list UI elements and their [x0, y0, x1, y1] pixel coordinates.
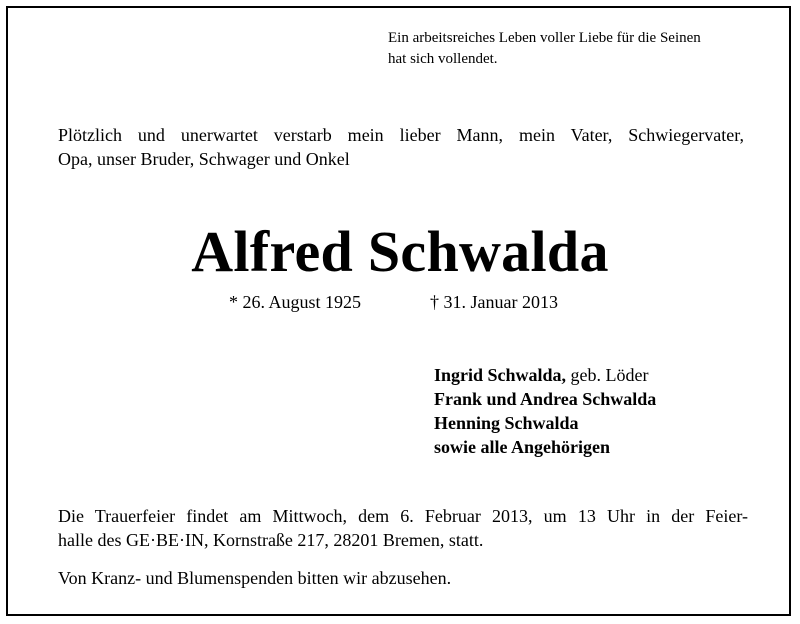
birth-date: * 26. August 1925	[229, 292, 362, 312]
intro-line-1: Plötzlich und unerwartet verstarb mein lieber Mann, mein Vater, Schwiegervater,	[58, 125, 744, 145]
funeral-line-2: halle des GE·BE·IN, Kornstraße 217, 28201 Bremen, statt.	[58, 530, 484, 550]
mourner-line-4: sowie alle Angehörigen	[434, 437, 610, 457]
intro-line-2: Opa, unser Bruder, Schwager und Onkel	[58, 149, 350, 169]
mourner-maiden-name: geb. Löder	[566, 365, 649, 385]
deceased-name: Alfred Schwalda	[191, 219, 609, 284]
intro-text	[58, 123, 744, 171]
mourners-list	[434, 363, 656, 459]
motto	[388, 28, 768, 70]
mourner-line-1	[434, 363, 656, 387]
mourner-name: Ingrid Schwalda,	[434, 365, 567, 385]
motto-line-1: Ein arbeitsreiches Leben voller Liebe für die Seinen	[388, 30, 701, 46]
mourner-line-3: Henning Schwalda	[434, 413, 579, 433]
motto-line-2: hat sich vollendet.	[388, 51, 498, 67]
flowers-note: Von Kranz- und Blumenspenden bitten wir abzusehen.	[58, 568, 452, 588]
death-date: † 31. Januar 2013	[430, 292, 558, 312]
mourner-line-2: Frank und Andrea Schwalda	[434, 389, 657, 409]
funeral-line-1: Die Trauerfeier findet am Mittwoch, dem 6. Februar 2013, um 13 Uhr in der Feier-	[58, 506, 748, 526]
funeral-info	[58, 504, 748, 552]
